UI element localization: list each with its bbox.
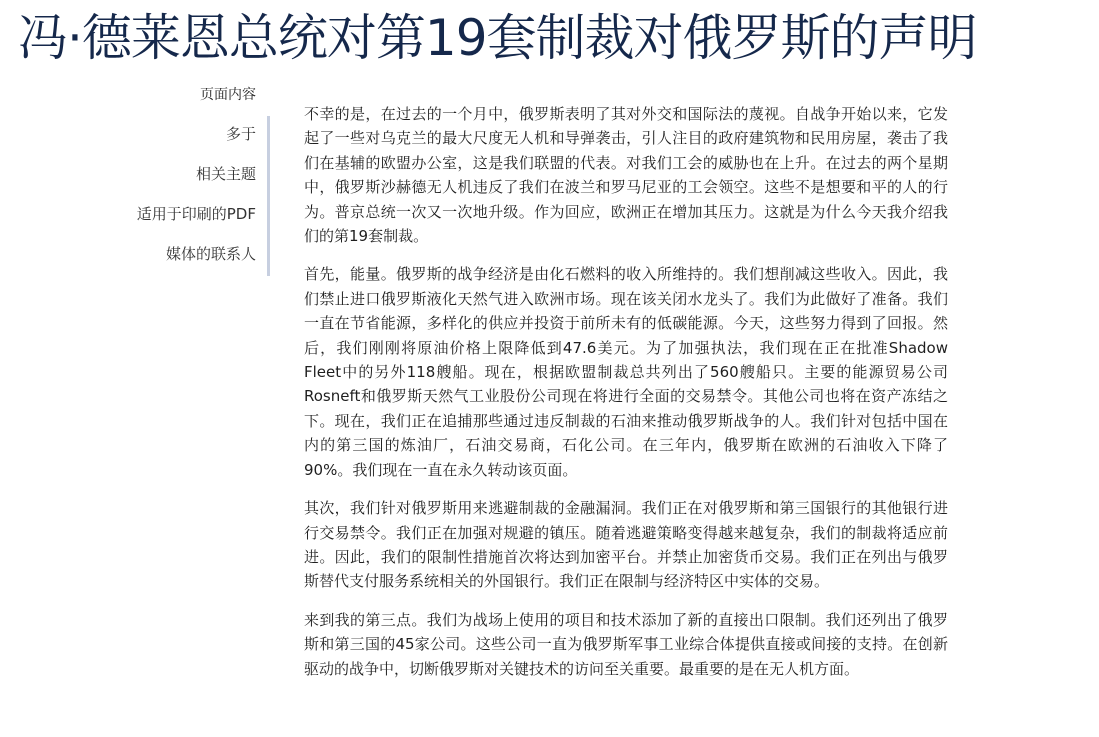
table-of-contents xyxy=(110,84,270,276)
paragraph: 来到我的第三点。我们为战场上使用的项目和技术添加了新的直接出口限制。我们还列出了俄罗斯和第三国的45家公司。这些公司一直为俄罗斯军事工业综合体提供直接或间接的支持。在创新驱动的战争中，切断俄罗斯对关键技术的访问至关重要。最重要的是在无人机方面。 xyxy=(304,610,948,678)
toc-list xyxy=(137,124,256,284)
paragraph: 其次，我们针对俄罗斯用来逃避制裁的金融漏洞。我们正在对俄罗斯和第三国银行的其他银行进行交易禁令。我们正在加强对规避的镇压。随着逃避策略变得越来越复杂，我们的制裁将适应前进。因此，我们的限制性措施首次将达到加密平台。并禁止加密货币交易。我们正在列出与俄罗斯替代支付服务系统相关的外国银行。我们正在限制与经济特区中实体的交易。 xyxy=(304,499,948,591)
paragraph: 首先，能量。俄罗斯的战争经济是由化石燃料的收入所维持的。我们想削减这些收入。因此，我们禁止进口俄罗斯液化天然气进入欧洲市场。现在该关闭水龙头了。我们为此做好了准备。我们一直在节省能源，多样化的供应并投资于前所未有的低碳能源。今天，这些努力得到了回报。然后，我们刚刚将原油价格上限降低到47.6美元。为了加强执法，我们现在正在批准Shadow Fleet中的另外118艘船。现在，根据欧盟制裁总共列出了560艘船只。主要的能源贸易公司Rosneft和俄罗斯天然气工业股份公司现在将进行全面的交易禁令。其他公司也将在资产冻结之下。现在，我们正在追捕那些通过违反制裁的石油来推动俄罗斯战争的人。我们针对包括中国在内的第三国的炼油厂，石油交易商，石化公司。在三年内，俄罗斯在欧洲的石油收入下降了90%。我们现在一直在永久转动该页面。 xyxy=(304,265,948,479)
paragraph: 不幸的是，在过去的一个月中，俄罗斯表明了其对外交和国际法的蔑视。自战争开始以来，它发起了一些对乌克兰的最大尺度无人机和导弹袭击，引人注目的政府建筑物和民用房屋，袭击了我们在基辅的欧盟办公室，这是我们联盟的代表。对我们工会的威胁也在上升。在过去的两个星期中，俄罗斯沙赫德无人机违反了我们在波兰和罗马尼亚的工会领空。这些不是想要和平的人的行为。普京总统一次又一次地升级。作为回应，欧洲正在增加其压力。这就是为什么今天我介绍我们的第19套制裁。 xyxy=(304,105,948,246)
toc-active-bar xyxy=(267,116,270,276)
toc-item-related-topics[interactable]: 相关主题 xyxy=(195,165,256,183)
page-title: 冯·德莱恩总统对第19套制裁对俄罗斯的声明 xyxy=(18,9,977,67)
toc-item-media-contacts[interactable]: 媒体的联系人 xyxy=(165,245,256,263)
toc-heading: 页面内容 xyxy=(200,87,256,103)
article-body xyxy=(304,102,948,695)
toc-item-print-pdf[interactable]: 适用于印刷的PDF xyxy=(136,205,256,223)
toc-item-more[interactable]: 多于 xyxy=(225,125,256,143)
